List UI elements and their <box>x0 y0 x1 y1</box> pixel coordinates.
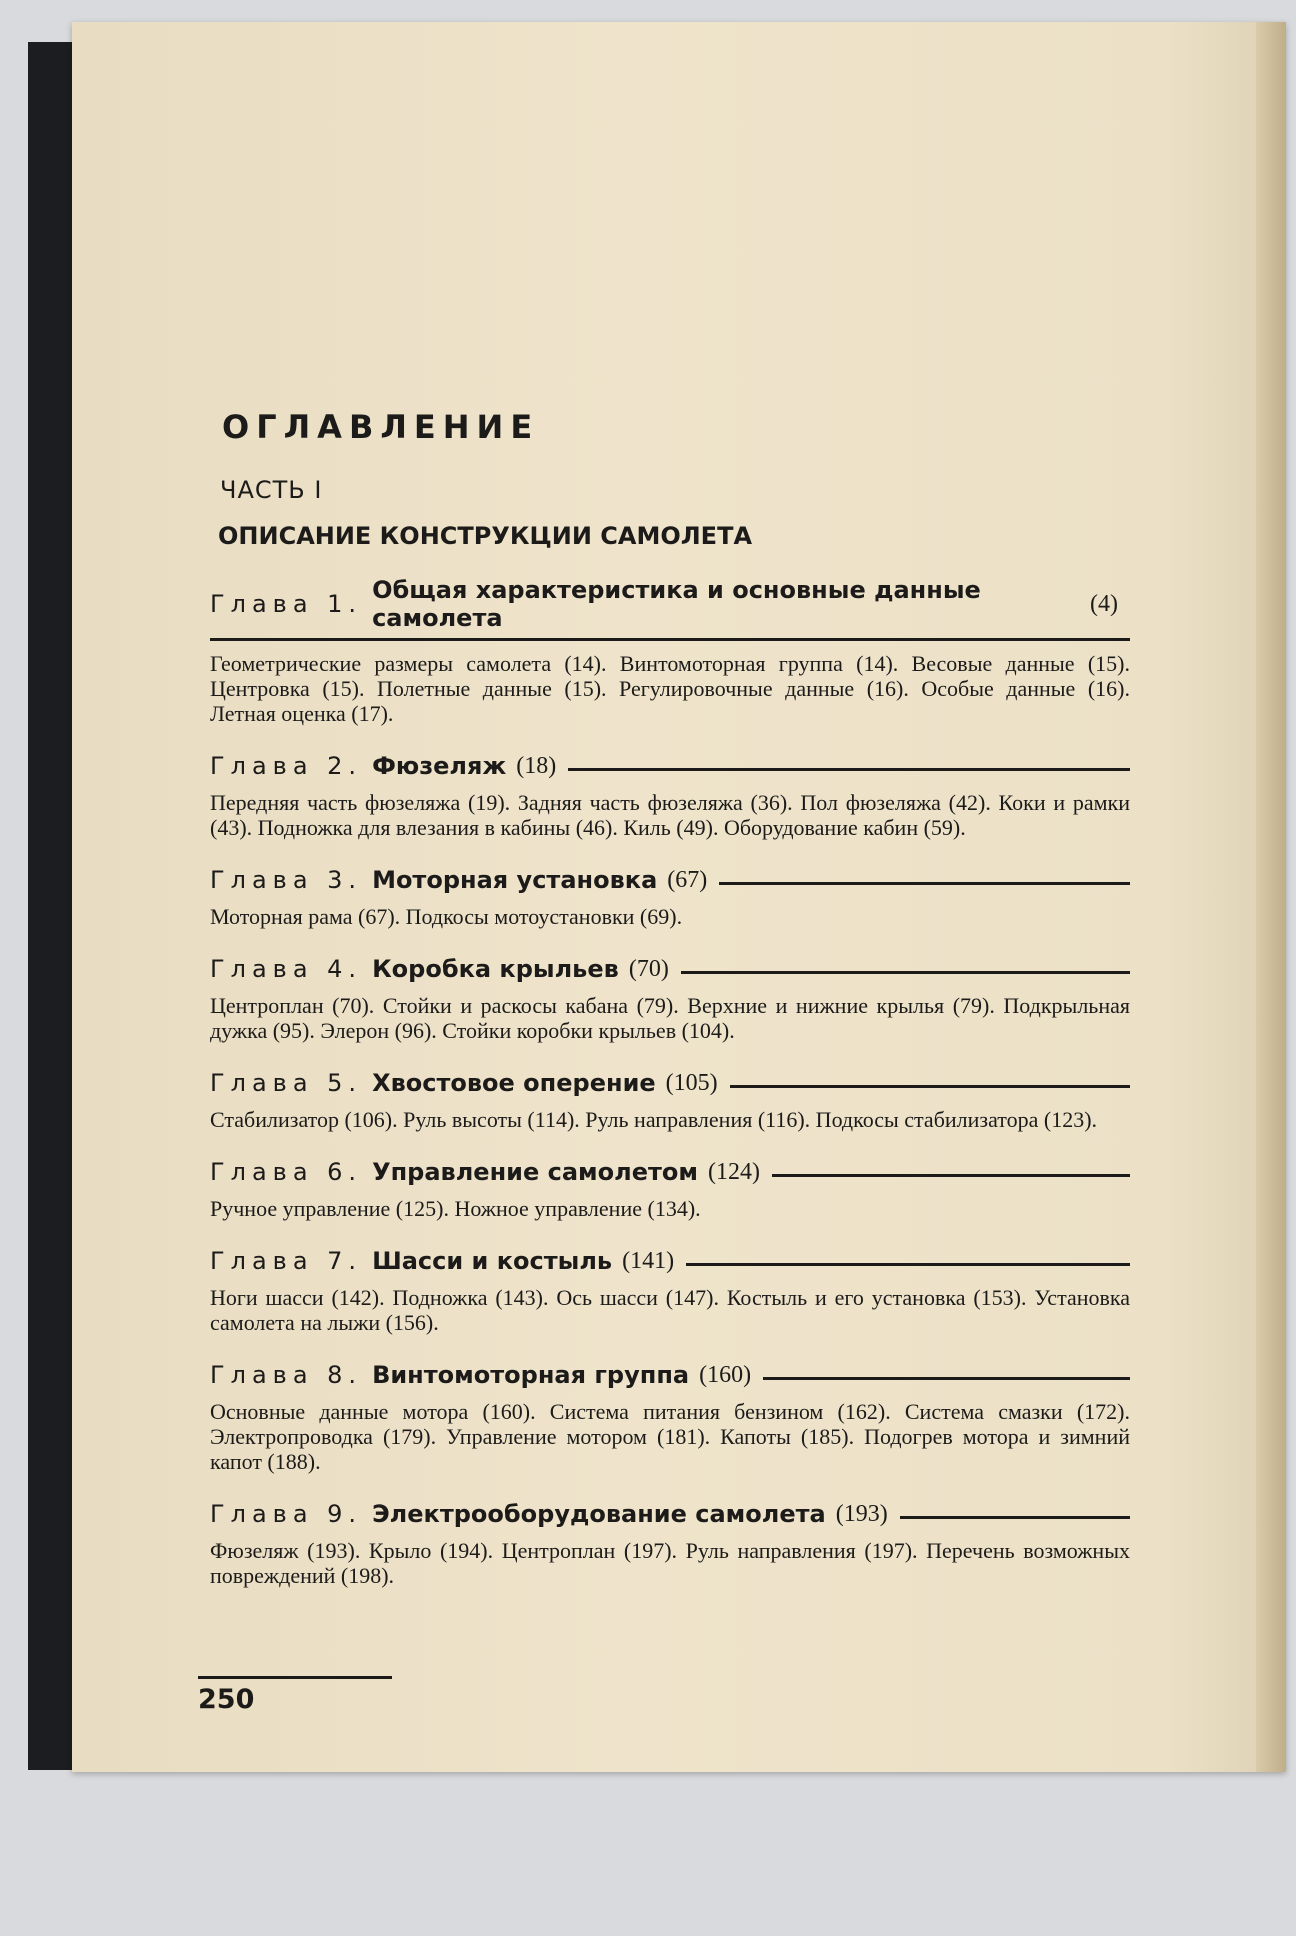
leader-rule <box>772 1174 1130 1177</box>
page-edge <box>1256 22 1286 1772</box>
chapter-number: Глава 6. <box>210 1158 363 1186</box>
chapter-sections: Основные данные мотора (160). Система питания бензином (162). Система смазки (172). Электропроводка (179). Управление мотором (181). Капоты (185). Подогрев мотора и зимний капот (188). <box>210 1399 1130 1474</box>
chapter-title: Общая характеристика и основные данные самолета <box>372 576 981 632</box>
chapter-sections: Фюзеляж (193). Крыло (194). Центроплан (197). Руль направления (197). Перечень возможных повреждений (198). <box>210 1538 1130 1588</box>
chapter-sections: Центроплан (70). Стойки и раскосы кабана (79). Верхние и нижние крылья (79). Подкрыльная дужка (95). Элерон (96). Стойки коробки крыльев (104). <box>210 993 1130 1043</box>
chapter-number: Глава 3. <box>210 866 363 894</box>
chapter-9 <box>210 1500 1130 1588</box>
chapter-heading <box>210 955 1130 983</box>
chapter-sections: Передняя часть фюзеляжа (19). Задняя часть фюзеляжа (36). Пол фюзеляжа (42). Коки и рамки (43). Подножка для влезания в кабины (46). Киль (49). Оборудование кабин (59). <box>210 790 1130 840</box>
leader-rule <box>210 638 1130 641</box>
page-number: 250 <box>198 1684 255 1715</box>
leader-rule <box>900 1516 1130 1519</box>
chapter-number: Глава 5. <box>210 1069 363 1097</box>
chapter-title: Управление самолетом <box>372 1158 698 1186</box>
chapter-number: Глава 1. <box>210 590 363 618</box>
part-title: ОПИСАНИЕ КОНСТРУКЦИИ САМОЛЕТА <box>218 522 753 550</box>
chapter-4 <box>210 955 1130 1043</box>
chapter-heading <box>210 1500 1130 1528</box>
chapter-sections: Ноги шасси (142). Подножка (143). Ось шасси (147). Костыль и его установка (153). Установка самолета на лыжи (156). <box>210 1285 1130 1335</box>
chapter-2 <box>210 752 1130 840</box>
chapter-page: (70) <box>628 956 669 982</box>
chapter-page: (67) <box>667 867 708 893</box>
chapter-page: (141) <box>622 1248 675 1274</box>
leader-rule <box>681 971 1130 974</box>
leader-rule <box>568 768 1130 771</box>
chapter-page: (160) <box>699 1362 752 1388</box>
chapter-heading <box>210 1361 1130 1389</box>
chapter-3 <box>210 866 1130 929</box>
chapter-heading <box>210 1069 1130 1097</box>
chapter-number: Глава 4. <box>210 955 363 983</box>
leader-rule <box>763 1377 1130 1380</box>
chapter-title: Винтомоторная группа <box>372 1361 690 1389</box>
chapter-heading <box>210 866 1130 894</box>
chapter-heading <box>210 1158 1130 1186</box>
chapter-page: (18) <box>516 753 557 779</box>
chapter-5 <box>210 1069 1130 1132</box>
chapter-page: (124) <box>708 1159 760 1185</box>
chapter-sections: Моторная рама (67). Подкосы мотоустановки (69). <box>210 904 683 929</box>
chapter-title: Фюзеляж <box>372 752 507 780</box>
footer-rule <box>198 1676 392 1679</box>
chapter-number: Глава 9. <box>210 1500 363 1528</box>
chapter-number: Глава 2. <box>210 752 363 780</box>
leader-rule <box>719 882 1130 885</box>
chapter-heading <box>210 576 1130 641</box>
chapter-sections: Стабилизатор (106). Руль высоты (114). Руль направления (116). Подкосы стабилизатора (123). <box>210 1107 1098 1132</box>
chapter-7 <box>210 1247 1130 1335</box>
chapter-heading <box>210 752 1130 780</box>
chapter-title: Электрооборудование самолета <box>372 1500 826 1528</box>
chapter-title: Коробка крыльев <box>372 955 619 983</box>
chapter-number: Глава 7. <box>210 1247 363 1275</box>
chapter-title: Хвостовое оперение <box>372 1069 656 1097</box>
chapter-page: (105) <box>665 1070 718 1096</box>
chapter-number: Глава 8. <box>210 1361 363 1389</box>
chapter-sections: Ручное управление (125). Ножное управление (134). <box>210 1196 701 1221</box>
chapter-1 <box>210 576 1130 726</box>
toc-title: ОГЛАВЛЕНИЕ <box>222 408 540 446</box>
chapter-8 <box>210 1361 1130 1474</box>
chapter-6 <box>210 1158 1130 1221</box>
leader-rule <box>686 1263 1130 1266</box>
chapter-heading <box>210 1247 1130 1275</box>
part-label: ЧАСТЬ I <box>220 476 323 504</box>
chapter-sections: Геометрические размеры самолета (14). Винтомоторная группа (14). Весовые данные (15). Центровка (15). Полетные данные (15). Регулировочные данные (16). Особые данные (16). Летная оценка (17). <box>210 651 1130 726</box>
leader-rule <box>730 1085 1130 1088</box>
table-of-contents <box>210 408 1130 1614</box>
chapter-title: Моторная установка <box>372 866 658 894</box>
chapter-page: (193) <box>835 1501 888 1527</box>
chapter-page: (4) <box>1090 591 1118 617</box>
chapter-title: Шасси и костыль <box>372 1247 613 1275</box>
